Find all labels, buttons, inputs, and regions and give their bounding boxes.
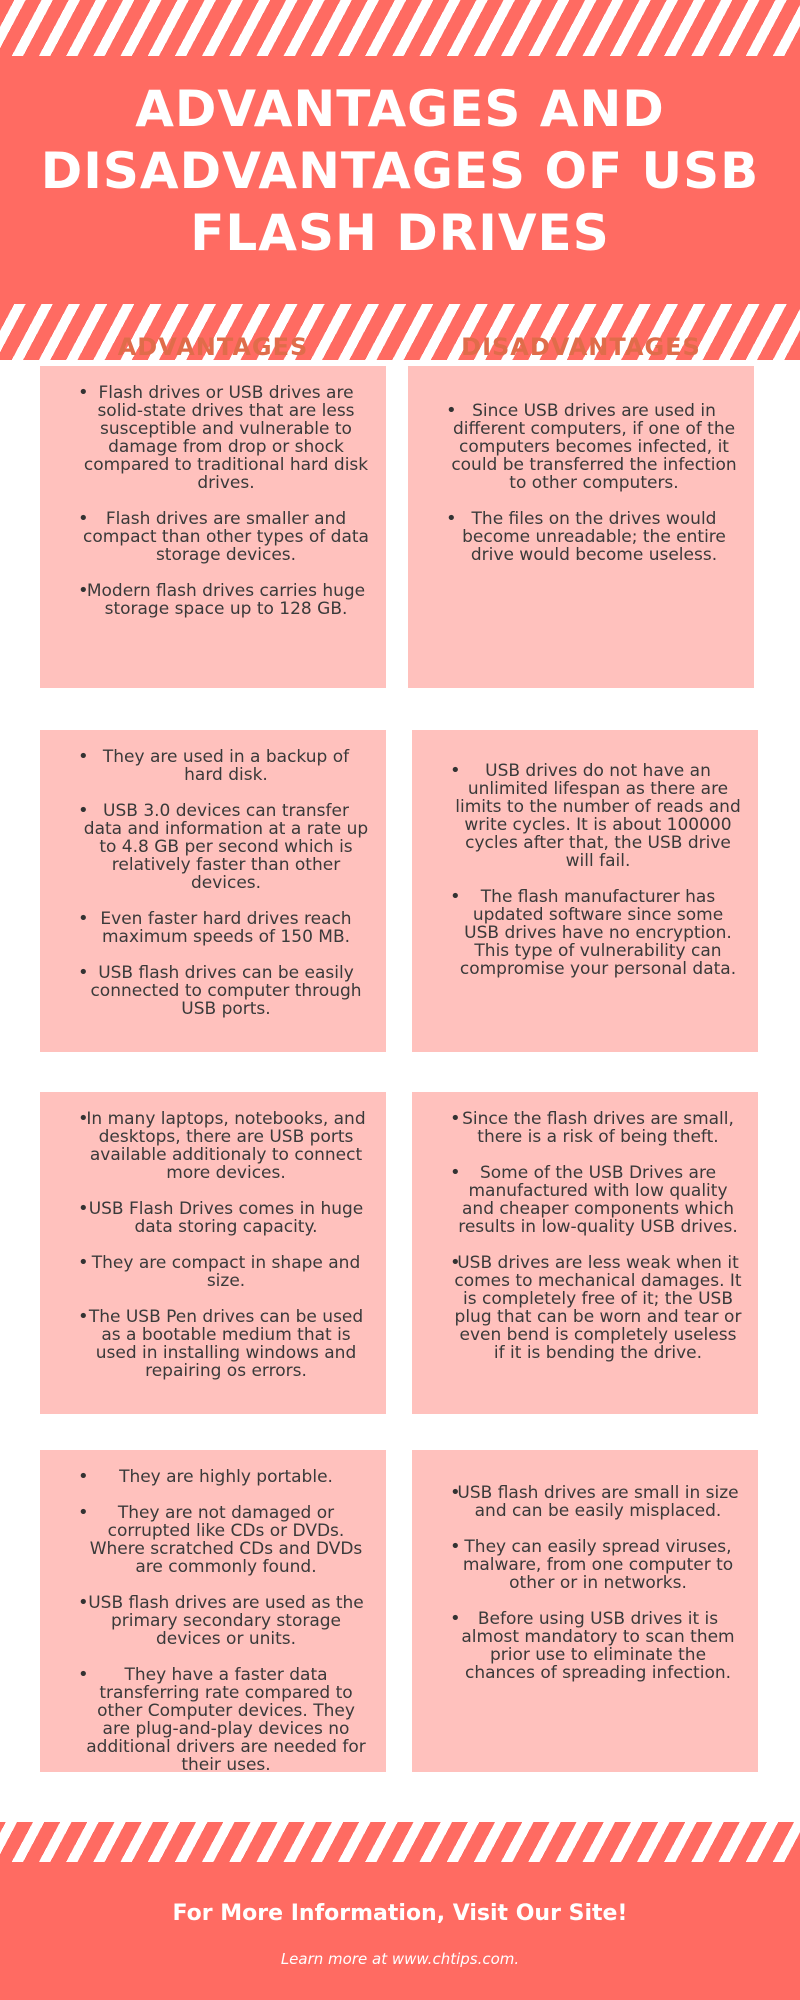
- advantages-list-2: [50, 748, 376, 1018]
- list-item: • Even faster hard drives reach maximum speeds of 150 MB.: [50, 910, 376, 946]
- footer-title: For More Information, Visit Our Site!: [172, 1901, 628, 1926]
- disadvantages-list-1: [418, 402, 744, 564]
- list-item: • Since the flash drives are small, there is a risk of being theft.: [422, 1110, 748, 1146]
- list-item: • USB Flash Drives comes in huge data storing capacity.: [50, 1200, 376, 1236]
- list-item: • Some of the USB Drives are manufactured with low quality and cheaper components which results in low-quality USB drives.: [422, 1164, 748, 1236]
- disadvantages-list-4: [422, 1484, 748, 1682]
- footer-link-text[interactable]: Learn more at www.chtips.com.: [280, 1950, 520, 1968]
- list-item: • Since USB drives are used in different computers, if one of the computers becomes infected, it could be transferred the infection to other computers.: [418, 402, 744, 492]
- disadvantages-list-2: [422, 762, 748, 978]
- advantages-card-1: [40, 366, 386, 688]
- disadvantages-heading: DISADVANTAGES: [461, 333, 701, 361]
- advantages-card-3: [40, 1092, 386, 1414]
- list-item: • USB flash drives are used as the primary secondary storage devices or units.: [50, 1594, 376, 1648]
- advantages-list-4: [50, 1468, 376, 1774]
- disadvantages-card-2: [412, 730, 758, 1052]
- list-item: • The USB Pen drives can be used as a bootable medium that is used in installing windows and repairing os errors.: [50, 1308, 376, 1380]
- advantages-card-2: [40, 730, 386, 1052]
- list-item: • USB drives are less weak when it comes to mechanical damages. It is completely free of it; the USB plug that can be worn and tear or even bend is completely useless if it is bending the drive.: [422, 1254, 748, 1362]
- list-item: • The files on the drives would become unreadable; the entire drive would become useless.: [418, 510, 744, 564]
- list-item: • They are not damaged or corrupted like CDs or DVDs. Where scratched CDs and DVDs are commonly found.: [50, 1504, 376, 1576]
- advantages-card-4: [40, 1450, 386, 1775]
- disadvantages-list-3: [422, 1110, 748, 1362]
- list-item: • They are highly portable.: [50, 1468, 376, 1486]
- disadvantages-card-1: [408, 366, 754, 688]
- list-item: • They have a faster data transferring rate compared to other Computer devices. They are plug-and-play devices no additional drivers are needed for their uses.: [50, 1666, 376, 1774]
- footer-banner: [0, 1862, 800, 2000]
- disadvantages-card-3: [412, 1092, 758, 1414]
- list-item: • Flash drives are smaller and compact than other types of data storage devices.: [50, 510, 376, 564]
- list-item: • USB drives do not have an unlimited lifespan as there are limits to the number of reads and write cycles. It is about 100000 cycles after that, the USB drive will fail.: [422, 762, 748, 870]
- list-item: • They are compact in shape and size.: [50, 1254, 376, 1290]
- list-item: • Modern flash drives carries huge storage space up to 128 GB.: [50, 582, 376, 618]
- list-item: • In many laptops, notebooks, and desktops, there are USB ports available additionaly to connect more devices.: [50, 1110, 376, 1182]
- advantages-heading: ADVANTAGES: [117, 333, 309, 361]
- list-item: • USB flash drives can be easily connected to computer through USB ports.: [50, 964, 376, 1018]
- list-item: • USB flash drives are small in size and can be easily misplaced.: [422, 1484, 748, 1520]
- list-item: • The flash manufacturer has updated software since some USB drives have no encryption. This type of vulnerability can compromise your personal data.: [422, 888, 748, 978]
- advantages-list-3: [50, 1110, 376, 1380]
- header-stripe-top: [0, 0, 800, 56]
- list-item: • Before using USB drives it is almost mandatory to scan them prior use to eliminate the chances of spreading infection.: [422, 1610, 748, 1682]
- footer-stripe: [0, 1822, 800, 1862]
- list-item: • They can easily spread viruses, malware, from one computer to other or in networks.: [422, 1538, 748, 1592]
- list-item: • They are used in a backup of hard disk.: [50, 748, 376, 784]
- list-item: • Flash drives or USB drives are solid-state drives that are less susceptible and vulnerable to damage from drop or shock compared to traditional hard disk drives.: [50, 384, 376, 492]
- disadvantages-card-4: [412, 1450, 758, 1772]
- list-item: • USB 3.0 devices can transfer data and information at a rate up to 4.8 GB per second which is relatively faster than other devices.: [50, 802, 376, 892]
- advantages-list-1: [50, 384, 376, 618]
- page-title: ADVANTAGES AND DISADVANTAGES OF USB FLASH DRIVES: [40, 80, 760, 262]
